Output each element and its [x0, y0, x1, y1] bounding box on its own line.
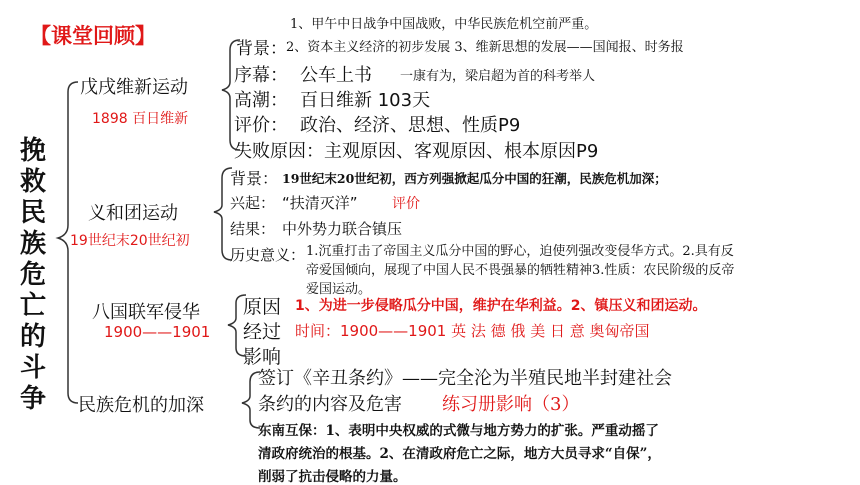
yihetuan-rise-key: 兴起：: [230, 194, 276, 212]
baguo-cause-value: 1、为进一步侵略瓜分中国，维护在华利益。2、镇压义和团运动。: [295, 298, 707, 314]
wuxu-label: 戊戌维新运动: [80, 77, 188, 98]
wuxu-climax-value: 百日维新 103天: [300, 90, 431, 111]
crisis-southeast-line2: 清政府统治的根基。2、在清政府危亡之际，地方大员寻求“自保”，: [258, 446, 661, 462]
wuxu-prelude-note: 一康有为，梁启超为首的科考举人: [400, 69, 596, 84]
wuxu-background-value: 2、资本主义经济的初步发展 3、维新思想的发展——国闻报、时务报: [286, 40, 684, 55]
baguo-label: 八国联军侵华: [92, 302, 200, 323]
wuxu-climax-key: 高潮：: [234, 90, 288, 111]
yihetuan-meaning-key: 历史意义：: [230, 246, 306, 264]
wuxu-eval-key: 评价：: [234, 115, 288, 136]
wuxu-prelude-value: 公车上书: [300, 65, 372, 86]
wuxu-failure: 失败原因：主观原因、客观原因、根本原因P9: [234, 141, 599, 162]
crisis-content: 条约的内容及危害: [258, 394, 402, 415]
baguo-cause-key: 原因: [243, 296, 282, 318]
yihetuan-background-value: 19世纪末20世纪初，西方列强掀起瓜分中国的狂潮，民族危机加深；: [282, 171, 667, 186]
crisis-content-note: 练习册影响（3）: [442, 394, 580, 415]
wuxu-background-key: 背景：: [236, 39, 287, 59]
yihetuan-date: 19世纪末20世纪初: [70, 233, 190, 249]
page-title: 【课堂回顾】: [30, 24, 156, 48]
baguo-process-value: 时间：1900——1901 英 法 德 俄 美 日 意 奥匈帝国: [295, 322, 650, 340]
main-title: 挽救民族危亡的斗争: [20, 136, 47, 414]
baguo-impact-key: 影响: [243, 346, 282, 368]
yihetuan-meaning-line3: 爱国运动。: [306, 282, 372, 297]
wuxu-eval-value: 政治、经济、思想、性质P9: [300, 115, 521, 136]
baguo-date: 1900——1901: [104, 323, 211, 341]
yihetuan-result-value: 中外势力联合镇压: [282, 220, 403, 238]
crisis-treaty: 签订《辛丑条约》——完全沦为半殖民地半封建社会: [258, 368, 672, 389]
yihetuan-result-key: 结果：: [230, 220, 276, 238]
crisis-southeast-line1: 东南互保：1、表明中央权威的式微与地方势力的扩张。严重动摇了: [258, 423, 659, 439]
yihetuan-rise-value: “扶清灭洋”: [282, 194, 358, 212]
crisis-southeast-line3: 削弱了抗击侵略的力量。: [258, 469, 407, 485]
crisis-label: 民族危机的加深: [78, 395, 204, 416]
yihetuan-meaning-line1: 1.沉重打击了帝国主义瓜分中国的野心，迫使列强改变侵华方式。2.具有反: [306, 244, 734, 259]
top-note: 1、甲午中日战争中国战败，中华民族危机空前严重。: [290, 17, 598, 32]
wuxu-date: 1898 百日维新: [92, 111, 189, 127]
baguo-process-key: 经过: [243, 321, 282, 343]
yihetuan-meaning-line2: 帝爱国倾向，展现了中国人民不畏强暴的牺牲精神3.性质：农民阶级的反帝: [306, 263, 735, 278]
wuxu-prelude-key: 序幕：: [234, 65, 288, 86]
yihetuan-background-key: 背景：: [230, 169, 279, 188]
yihetuan-rise-note: 评价: [392, 196, 420, 212]
yihetuan-label: 义和团运动: [88, 203, 178, 224]
